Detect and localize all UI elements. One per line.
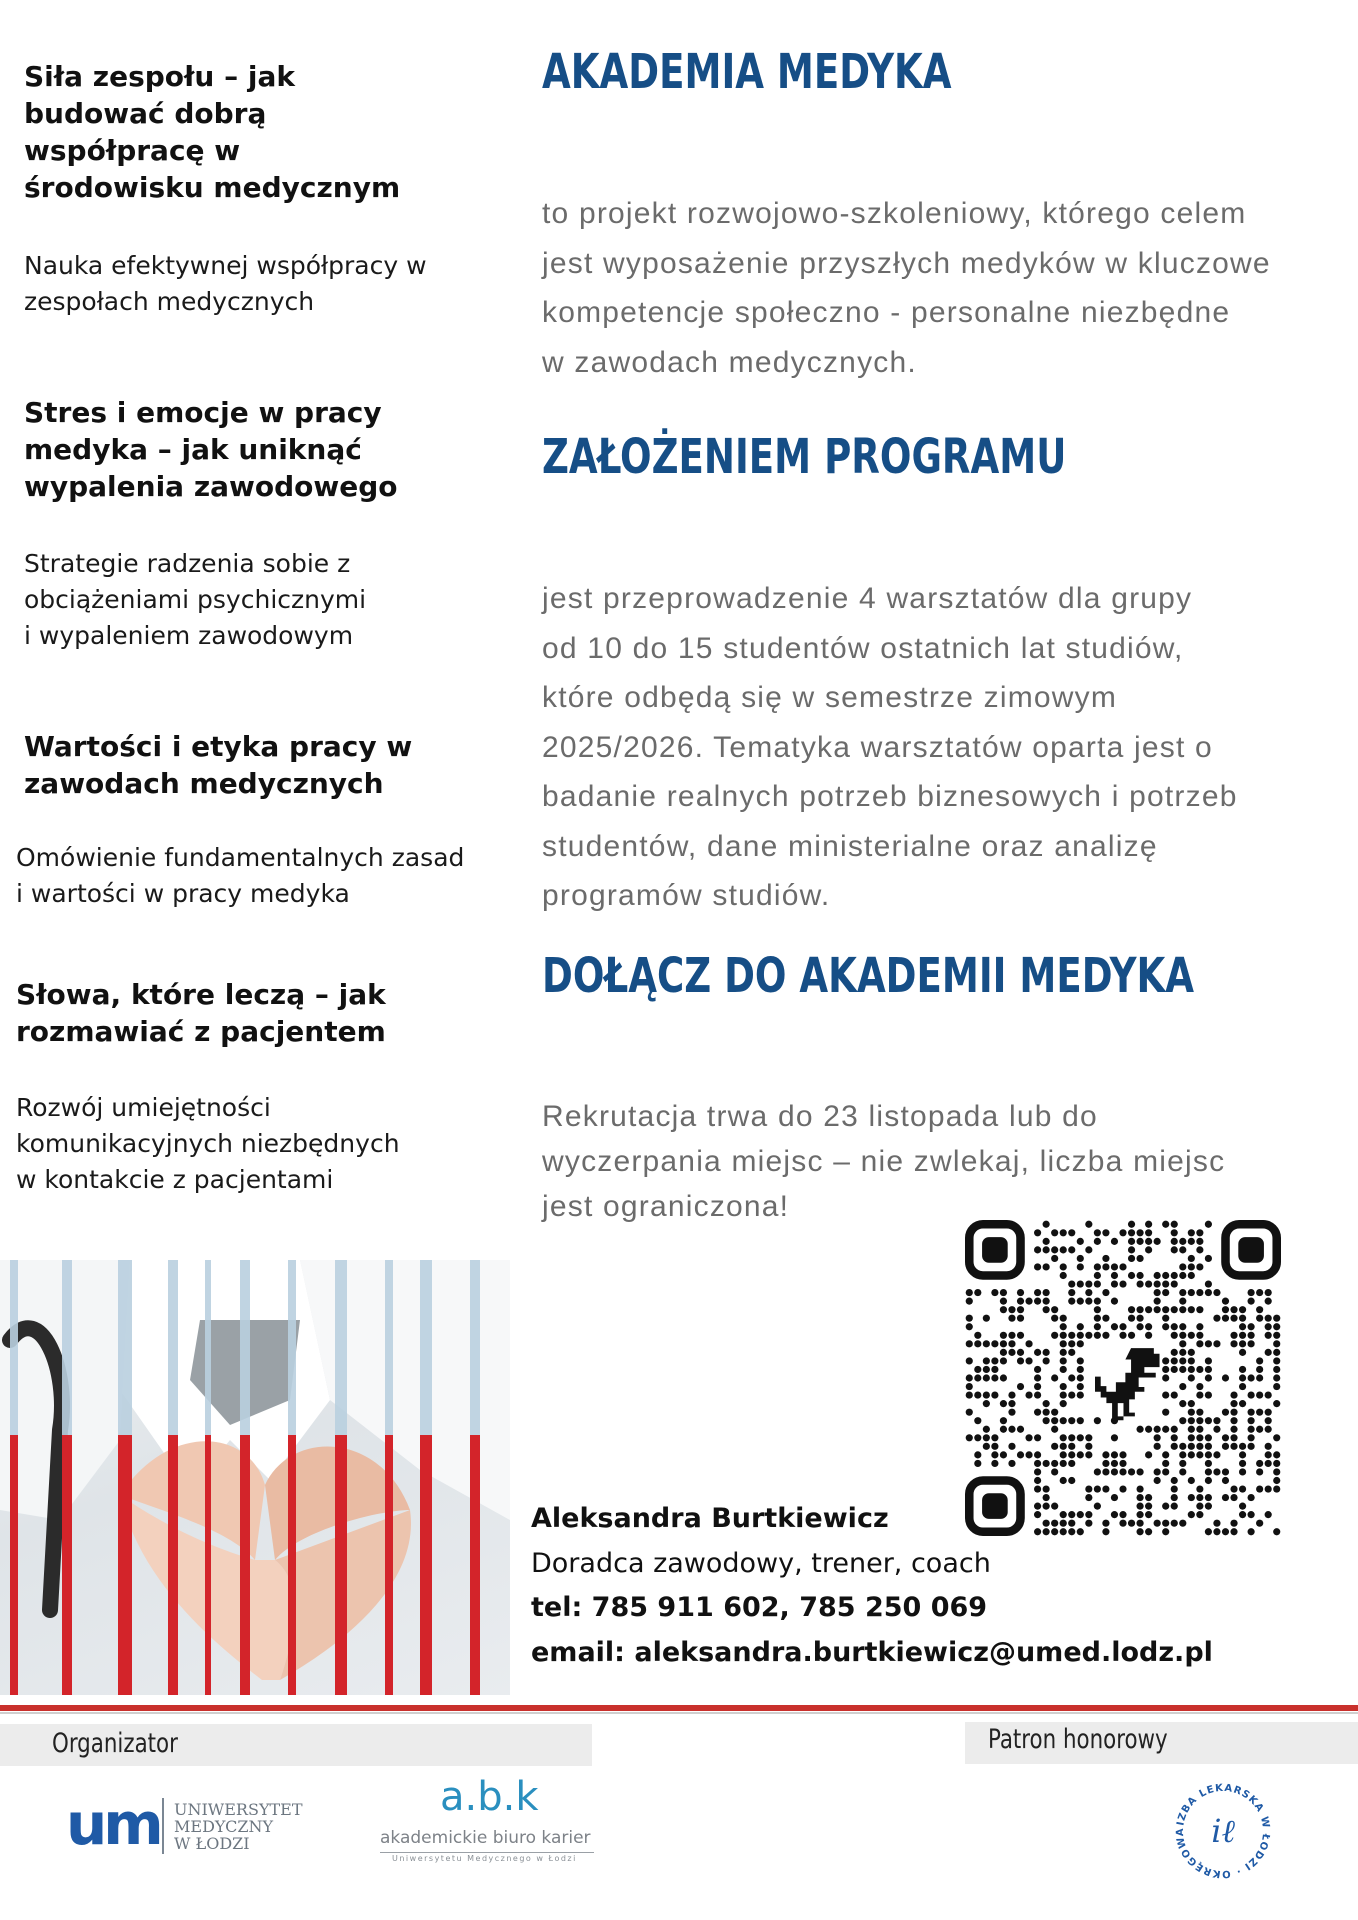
umed-logo[interactable] <box>66 1790 306 1858</box>
organizer-label: Organizator <box>52 1728 178 1759</box>
abk-logo-underline <box>380 1852 594 1853</box>
contact-name: Aleksandra Burtkiewicz <box>531 1503 889 1534</box>
workshop-1-description: Nauka efektywnej współpracy w zespołach medycznych <box>24 251 427 316</box>
academy-description: to projekt rozwojowo-szkoleniowy, którego celem jest wyposażenie przyszłych medyków w kluczowe kompetencje społeczno - personalne niezbędne w zawodach medycznych. <box>542 197 1271 379</box>
patron-logo-ring-text: IZBA LEKARSKA W ŁODZI · OKRĘGOWA <box>1174 1782 1272 1880</box>
heart-hands-photo <box>0 1260 510 1695</box>
umed-logo-divider <box>162 1798 164 1854</box>
workshop-4-description: Rozwój umiejętności komunikacyjnych niezbędnych w kontakcie z pacjentami <box>16 1093 400 1194</box>
patron-label: Patron honorowy <box>988 1724 1168 1755</box>
abk-logo-mark: a.b.k <box>440 1774 539 1820</box>
workshop-3-title: Wartości i etyka pracy w zawodach medycznych <box>24 730 413 800</box>
contact-role: Doradca zawodowy, trener, coach <box>531 1548 991 1579</box>
footer-divider-shadow <box>0 1712 1358 1714</box>
umed-logo-line2: MEDYCZNY <box>174 1817 274 1836</box>
workshop-4-title: Słowa, które leczą – jak rozmawiać z pacjentem <box>16 978 386 1048</box>
izba-lekarska-emblem <box>1168 1776 1278 1886</box>
footer-divider <box>0 1705 1358 1711</box>
program-heading: ZAŁOŻENIEM PROGRAMU <box>542 429 1067 485</box>
workshop-2-description: Strategie radzenia sobie z obciążeniami psychicznymi i wypaleniem zawodowym <box>24 549 367 650</box>
workshop-3-description: Omówienie fundamentalnych zasad i wartości w pracy medyka <box>16 843 465 908</box>
dinosaur-icon <box>1095 1348 1160 1420</box>
qr-code-graphic <box>965 1220 1281 1536</box>
join-description: Rekrutacja trwa do 23 listopada lub do wyczerpania miejsc – nie zwlekaj, liczba miejsc jest ograniczona! <box>542 1100 1226 1223</box>
umed-logo-line1: UNIWERSYTET <box>174 1800 303 1819</box>
qr-code-icon[interactable] <box>965 1220 1281 1536</box>
contact-email[interactable]: email: aleksandra.burtkiewicz@umed.lodz.pl <box>531 1637 1213 1668</box>
join-heading: DOŁĄCZ DO AKADEMII MEDYKA <box>542 948 1195 1004</box>
contact-phone[interactable]: tel: 785 911 602, 785 250 069 <box>531 1592 988 1623</box>
workshop-1-title: Siła zespołu – jak budować dobrą współpracę w środowisku medycznym <box>24 60 401 204</box>
workshop-2-title: Stres i emocje w pracy medyka – jak uniknąć wypalenia zawodowego <box>24 396 398 503</box>
abk-logo[interactable] <box>378 1774 598 1870</box>
program-description: jest przeprowadzenie 4 warsztatów dla grupy od 10 do 15 studentów ostatnich lat studiów, które odbędą się w semestrze zimowym 2025/2026. Tematyka warsztatów oparta jest o badanie realnych potrzeb biznesowych i potrzeb studentów, dane ministerialne oraz analizę programów studiów. <box>542 582 1238 912</box>
abk-logo-line2: Uniwersytetu Medycznego w Łodzi <box>392 1854 577 1863</box>
umed-logo-line3: W ŁODZI <box>174 1834 250 1853</box>
academy-heading: AKADEMIA MEDYKA <box>542 44 952 100</box>
abk-logo-line1: akademickie biuro karier <box>380 1828 591 1848</box>
umed-logo-mark: um <box>66 1790 160 1858</box>
patron-logo-mark: iℓ <box>1211 1812 1235 1850</box>
heart-hands-illustration <box>0 1260 510 1695</box>
izba-lekarska-logo[interactable] <box>1168 1776 1278 1886</box>
